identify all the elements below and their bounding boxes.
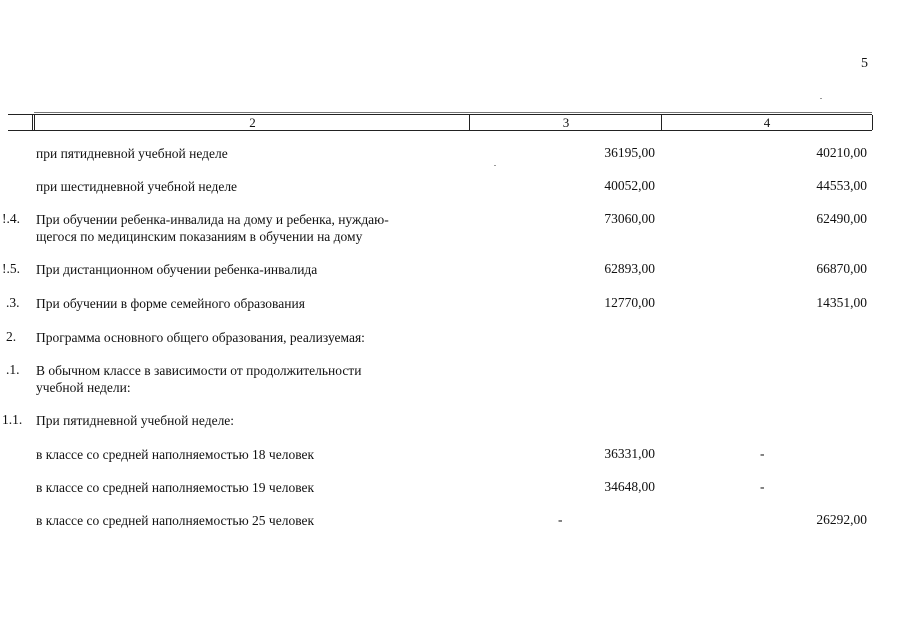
- row-value-col3: 12770,00: [604, 295, 655, 310]
- row-number: !.4.: [2, 211, 20, 226]
- column-header-row: [8, 114, 872, 131]
- row-label-line2: щегося по медицинским показаниям в обучении на дому: [36, 229, 363, 244]
- page-number: 5: [861, 56, 868, 71]
- row-label: При дистанционном обучении ребенка-инвалида: [36, 262, 318, 277]
- column-header-1: [32, 115, 33, 130]
- column-header-3: 3: [469, 115, 662, 130]
- row-label-line2: учебной недели:: [36, 380, 131, 395]
- row-value-col4: -: [760, 479, 765, 494]
- row-value-col4: 40210,00: [816, 145, 867, 160]
- scan-speck: [494, 165, 496, 166]
- row-label: в классе со средней наполняемостью 19 человек: [36, 480, 315, 495]
- row-value-col3: -: [558, 512, 563, 527]
- row-label-line1: При обучении ребенка-инвалида на дому и ребенка, нуждаю-: [36, 212, 389, 227]
- row-label: Программа основного общего образования, реализуемая:: [36, 330, 365, 345]
- row-value-col3: 40052,00: [604, 178, 655, 193]
- row-label: в классе со средней наполняемостью 25 человек: [36, 513, 315, 528]
- row-value-col3: 34648,00: [604, 479, 655, 494]
- row-value-col3: 73060,00: [604, 211, 655, 226]
- row-value-col4: 66870,00: [816, 261, 867, 276]
- row-value-col3: 62893,00: [604, 261, 655, 276]
- scan-speck: [820, 98, 822, 99]
- row-value-col4: 44553,00: [816, 178, 867, 193]
- column-header-4: 4: [661, 115, 873, 130]
- row-number: !.5.: [2, 261, 20, 276]
- header-top-line: [34, 112, 872, 113]
- column-header-2: 2: [34, 115, 470, 130]
- row-number: .1.: [6, 362, 20, 377]
- row-value-col3: 36331,00: [604, 446, 655, 461]
- row-value-col4: 62490,00: [816, 211, 867, 226]
- row-label: в классе со средней наполняемостью 18 человек: [36, 447, 315, 462]
- row-label: при шестидневной учебной неделе: [36, 179, 238, 194]
- row-value-col4: -: [760, 446, 765, 461]
- row-label-line1: В обычном классе в зависимости от продолжительности: [36, 363, 362, 378]
- row-number: 2.: [6, 329, 17, 344]
- row-value-col4: 14351,00: [816, 295, 867, 310]
- row-number: .3.: [6, 295, 20, 310]
- row-label: При пятидневной учебной неделе:: [36, 413, 235, 428]
- row-value-col4: 26292,00: [816, 512, 867, 527]
- row-number: 1.1.: [2, 412, 23, 427]
- row-label: при пятидневной учебной неделе: [36, 146, 228, 161]
- row-value-col3: 36195,00: [604, 145, 655, 160]
- row-label: При обучении в форме семейного образования: [36, 296, 305, 311]
